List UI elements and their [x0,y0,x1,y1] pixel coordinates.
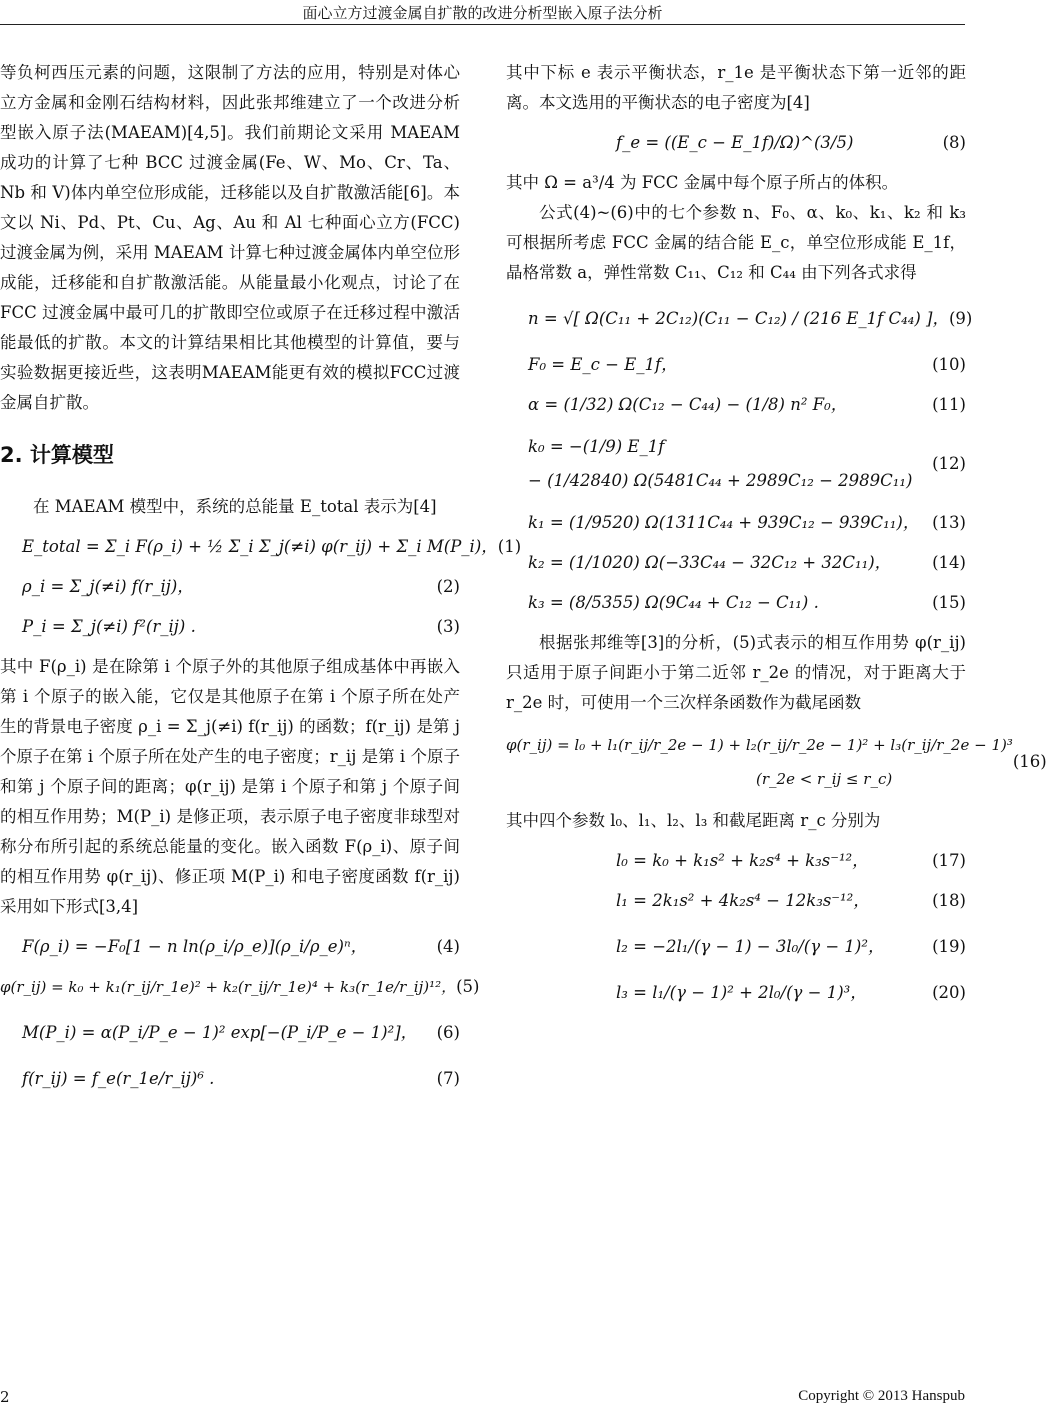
equation-4: F(ρ_i) = −F₀[1 − n ln(ρ_i/ρ_e)](ρ_i/ρ_e)ⁿ， (4) [22,937,460,956]
section-title: 2. 计算模型 [0,443,114,467]
left-column [0,58,522,1110]
equation-12: k₀ = −(1/9) E_1f − (1/42840) Ω(5481C₄₄ + 2989C₁₂ − 2989C₁₁) (12) [528,437,966,490]
left-paragraph-1: 等负柯西压元素的问题，这限制了方法的应用，特别是对体心立方金属和金刚石结构材料，因此张邦维建立了一个改进分析型嵌入原子法(MAEAM)[4,5]。我们前期论文采用 MAEAM 成功的计算了七种 BCC 过渡金属(Fe、W、Mo、Cr、Ta、Nb 和 V)体内单空位形成能，迁移能以及自扩散激活能[6]。本文以 Ni、Pd、Pt、Cu、Ag、Au 和 Al 七种面心立方(FCC)过渡金属为例，采用 MAEAM 计算七种过渡金属体内单空位形成能，迁移能和自扩散激活能。从能量最小化观点，讨论了在 FCC 过渡金属中最可几的扩散即空位或原子在迁移过程中激活能最低的扩散。本文的计算结果相比其他模型的计算值，要与实验数据更接近些，这表明MAEAM能更有效的模拟FCC过渡金属自扩散。 [0,63,460,412]
copyright: Copyright © 2013 Hanspub [798,1388,965,1404]
equation-16-line-1: φ(r_ij) = l₀ + l₁(r_ij/r_2e − 1) + l₂(r_ij/r_2e − 1)² + l₃(r_ij/r_2e − 1)³ [506,736,1013,754]
equation-1: E_total = Σ_i F(ρ_i) + ½ Σ_i Σ_j(≠i) φ(r_ij) + Σ_i M(P_i)， (1) [22,537,522,556]
equation-12-line-2: − (1/42840) Ω(5481C₄₄ + 2989C₁₂ − 2989C₁₁) [528,471,913,490]
equation-18: l₁ = 2k₁s² + 4k₂s⁴ − 12k₃s⁻¹²， (18) [616,891,966,910]
equation-2: ρ_i = Σ_j(≠i) f(r_ij)， (2) [22,577,460,596]
right-paragraph-2: 其中 Ω = a³/4 为 FCC 金属中每个原子所占的体积。 [506,173,899,192]
right-paragraph-1: 其中下标 e 表示平衡状态，r_1e 是平衡状态下第一近邻的距离。本文选用的平衡状态的电子密度为[4] [506,63,966,112]
right-paragraph-4: 根据张邦维等[3]的分析，(5)式表示的相互作用势 φ(r_ij) 只适用于原子间距小于第二近邻 r_2e 的情况，对于距离大于 r_2e 时，可使用一个三次样条函数作为截尾函数 [506,633,966,712]
left-paragraph-2: 在 MAEAM 模型中，系统的总能量 E_total 表示为[4] [33,497,437,516]
equation-3: P_i = Σ_j(≠i) f²(r_ij) . (3) [22,617,460,636]
equation-5: φ(r_ij) = k₀ + k₁(r_ij/r_1e)² + k₂(r_ij/r_1e)⁴ + k₃(r_1e/r_ij)¹²， (5) [0,977,480,996]
equation-14: k₂ = (1/1020) Ω(−33C₄₄ − 32C₁₂ + 32C₁₁)， (14) [528,553,966,572]
left-paragraph-3: 其中 F(ρ_i) 是在除第 i 个原子外的其他原子组成基体中再嵌入第 i 个原子的嵌入能，它仅是其他原子在第 i 个原子所在处产生的背景电子密度 ρ_i = Σ_j(≠i) f(r_ij) 的函数；f(r_ij) 是第 j 个原子在第 i 个原子所在处产生的电子密度；r_ij 是第 i 个原子和第 j 个原子间的距离；φ(r_ij) 是第 i 个原子和第 j 个原子间的相互作用势；M(P_i) 是修正项，表示原子电子密度非球型对称分布所引起的系统总能量的变化。嵌入函数 F(ρ_i)、原子间的相互作用势 φ(r_ij)、修正项 M(P_i) 和电子密度函数 f(r_ij) 采用如下形式[3,4] [0,657,460,916]
equation-10: F₀ = E_c − E_1f， (10) [528,355,966,374]
header-rule [0,24,965,25]
equation-6: M(P_i) = α(P_i/P_e − 1)² exp[−(P_i/P_e − 1)²]， (6) [22,1023,460,1042]
right-paragraph-5: 其中四个参数 l₀、l₁、l₂、l₃ 和截尾距离 r_c 分别为 [506,811,881,830]
equation-7: f(r_ij) = f_e(r_1e/r_ij)⁶ . (7) [22,1069,460,1088]
equation-16-condition: (r_2e < r_ij ≤ r_c) [756,770,893,788]
right-paragraph-3: 公式(4)~(6)中的七个参数 n、F₀、α、k₀、k₁、k₂ 和 k₃ 可根据所考虑 FCC 金属的结合能 E_c，单空位形成能 E_1f，晶格常数 a，弹性常数 C₁₁、C₁₂ 和 C₄₄ 由下列各式求得 [506,203,966,282]
equation-12-line-1: k₀ = −(1/9) E_1f [528,437,665,456]
equation-16: φ(r_ij) = l₀ + l₁(r_ij/r_2e − 1) + l₂(r_ij/r_2e − 1)² + l₃(r_ij/r_2e − 1)³ (r_2e < r_ij ≤ r_c) (16) [506,736,1047,788]
running-title: 面心立方过渡金属自扩散的改进分析型嵌入原子法分析 [302,4,663,22]
equation-20: l₃ = l₁/(γ − 1)² + 2l₀/(γ − 1)³， (20) [616,983,966,1002]
equation-15: k₃ = (8/5355) Ω(9C₄₄ + C₁₂ − C₁₁) . (15) [528,593,966,612]
equation-19: l₂ = −2l₁/(γ − 1) − 3l₀/(γ − 1)²， (19) [616,937,966,956]
equation-17: l₀ = k₀ + k₁s² + k₂s⁴ + k₃s⁻¹²， (17) [616,851,966,870]
right-column [506,58,1047,1024]
equation-11: α = (1/32) Ω(C₁₂ − C₄₄) − (1/8) n² F₀， (11) [528,395,966,414]
equation-9: n = √[ Ω(C₁₁ + 2C₁₂)(C₁₁ − C₁₂) / (216 E_1f C₄₄) ]， (9) [528,309,973,328]
equation-13: k₁ = (1/9520) Ω(1311C₄₄ + 939C₁₂ − 939C₁₁)， (13) [528,513,966,532]
equation-8: f_e = ((E_c − E_1f)/Ω)^(3/5) (8) [616,133,966,152]
page-number: 2 [0,1388,10,1406]
